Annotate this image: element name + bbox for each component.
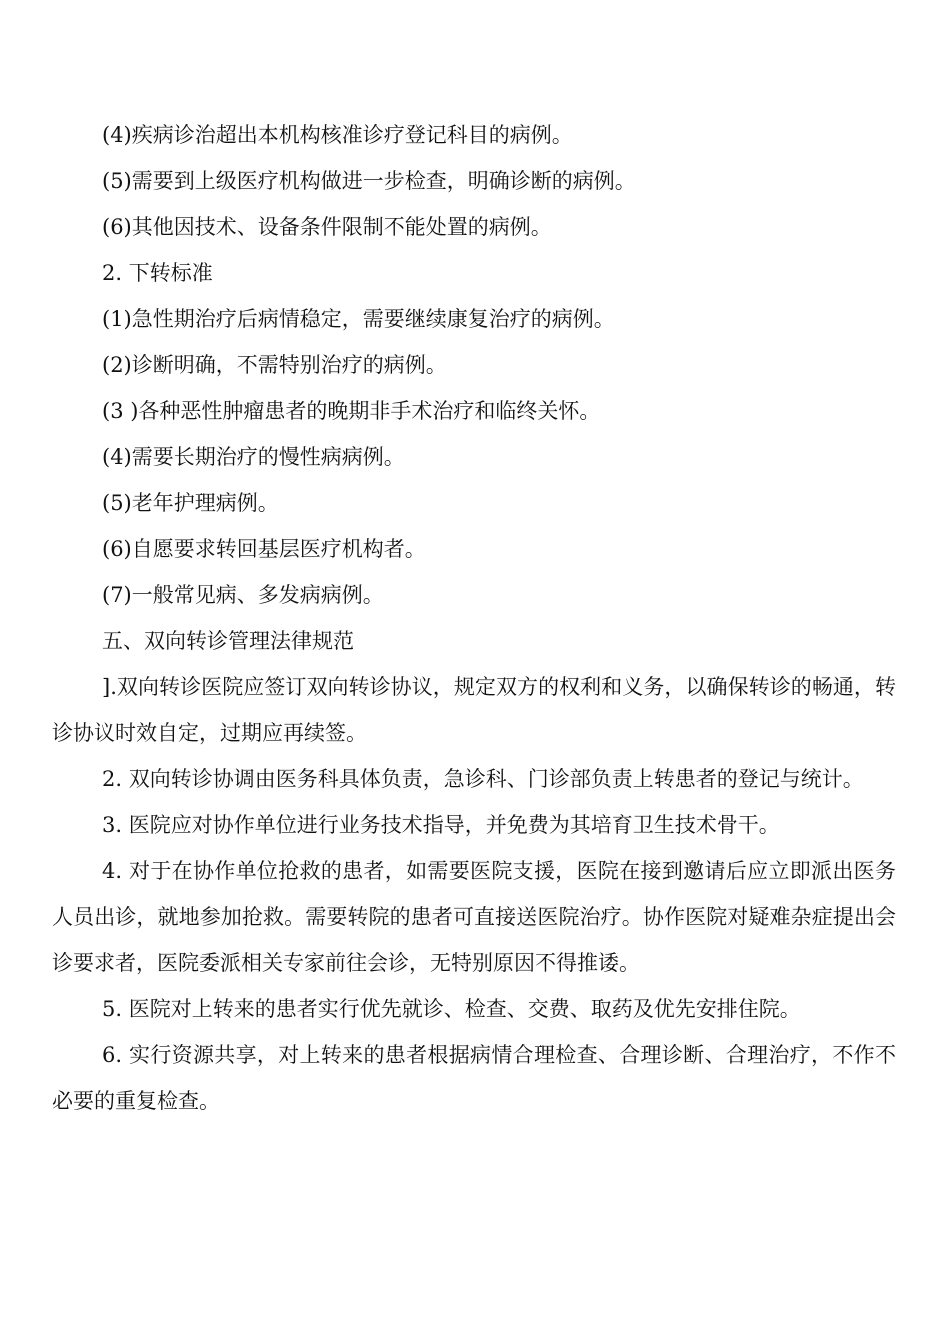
paragraph: 6. 实行资源共享，对上转来的患者根据病情合理检查、合理诊断、合理治疗，不作不必要的重复检查。 <box>52 1043 896 1113</box>
section-heading: 2. 下转标准 <box>102 261 213 285</box>
section-heading: 五、双向转诊管理法律规范 <box>102 629 354 653</box>
list-item: (1)急性期治疗后病情稳定，需要继续康复治疗的病例。 <box>102 307 615 331</box>
list-item: (3 )各种恶性肿瘤患者的晚期非手术治疗和临终关怀。 <box>102 399 601 423</box>
list-item: (5)老年护理病例。 <box>102 491 279 515</box>
paragraph: 3. 医院应对协作单位进行业务技术指导，并免费为其培育卫生技术骨干。 <box>102 813 780 837</box>
list-item: (4)需要长期治疗的慢性病病例。 <box>102 445 405 469</box>
paragraph: 5. 医院对上转来的患者实行优先就诊、检查、交费、取药及优先安排住院。 <box>102 997 801 1021</box>
paragraph: 2. 双向转诊协调由医务科具体负责，急诊科、门诊部负责上转患者的登记与统计。 <box>102 767 864 791</box>
list-item: (7)一般常见病、多发病病例。 <box>102 583 384 607</box>
list-item: (6)其他因技术、设备条件限制不能处置的病例。 <box>102 215 552 239</box>
list-item: (2)诊断明确，不需特别治疗的病例。 <box>102 353 447 377</box>
list-item: (4)疾病诊治超出本机构核准诊疗登记科目的病例。 <box>102 123 573 147</box>
paragraph: 4. 对于在协作单位抢救的患者，如需要医院支援，医院在接到邀请后应立即派出医务人员出诊，就地参加抢救。需要转院的患者可直接送医院治疗。协作医院对疑难杂症提出会诊要求者，医院委派相关专家前往会诊，无特别原因不得推诿。 <box>52 859 896 975</box>
list-item: (5)需要到上级医疗机构做进一步检查，明确诊断的病例。 <box>102 169 636 193</box>
list-item: (6)自愿要求转回基层医疗机构者。 <box>102 537 426 561</box>
document-body <box>52 112 896 1124</box>
paragraph: ].双向转诊医院应签订双向转诊协议，规定双方的权利和义务，以确保转诊的畅通，转诊协议时效自定，过期应再续签。 <box>52 675 896 745</box>
